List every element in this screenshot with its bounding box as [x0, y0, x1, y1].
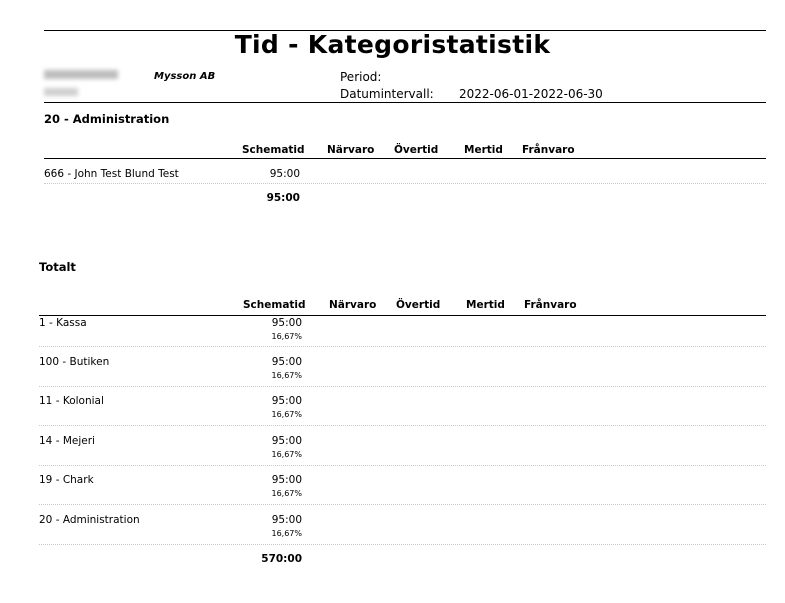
category-label: 1 - Kassa	[39, 317, 87, 329]
row-divider	[39, 346, 766, 347]
col-narvaro: Närvaro	[327, 144, 375, 156]
period-label: Period:	[340, 70, 382, 84]
redacted-text	[44, 88, 78, 96]
col-overtid: Övertid	[394, 144, 439, 156]
totals-col-narvaro: Närvaro	[329, 299, 377, 311]
col-franvaro: Frånvaro	[522, 144, 575, 156]
employee-label: 666 - John Test Blund Test	[44, 168, 179, 180]
totals-title: Totalt	[39, 260, 76, 274]
totals-column-rule	[39, 315, 766, 316]
totals-col-mertid: Mertid	[466, 299, 505, 311]
totals-col-schematid: Schematid	[243, 299, 306, 311]
row-divider	[39, 465, 766, 466]
date-range-value: 2022-06-01-2022-06-30	[459, 87, 603, 101]
totals-col-franvaro: Frånvaro	[524, 299, 577, 311]
category-schematid: 95:00	[271, 514, 302, 526]
category-schematid: 95:00	[271, 317, 302, 329]
employee-schematid: 95:00	[269, 168, 300, 180]
category-schematid: 95:00	[271, 356, 302, 368]
category-label: 20 - Administration	[39, 514, 140, 526]
category-schematid: 95:00	[271, 474, 302, 486]
row-divider	[39, 425, 766, 426]
category-percent: 16,67%	[271, 529, 302, 538]
grand-total: 570:00	[261, 553, 302, 565]
category-percent: 16,67%	[271, 489, 302, 498]
category-label: 11 - Kolonial	[39, 395, 104, 407]
row-divider	[44, 183, 766, 184]
totals-col-overtid: Övertid	[396, 299, 441, 311]
company-name: Mysson AB	[154, 71, 216, 82]
category-label: 100 - Butiken	[39, 356, 110, 368]
redacted-logo	[44, 70, 118, 79]
category-percent: 16,67%	[271, 450, 302, 459]
row-divider	[39, 504, 766, 505]
column-rule	[44, 158, 766, 159]
category-schematid: 95:00	[271, 435, 302, 447]
col-mertid: Mertid	[464, 144, 503, 156]
category-label: 14 - Mejeri	[39, 435, 95, 447]
header-rule	[44, 102, 766, 103]
report-title: Tid - Kategoristatistik	[234, 30, 551, 59]
section-total: 95:00	[266, 192, 300, 204]
category-percent: 16,67%	[271, 371, 302, 380]
category-percent: 16,67%	[271, 410, 302, 419]
category-percent: 16,67%	[271, 332, 302, 341]
category-label: 19 - Chark	[39, 474, 94, 486]
row-divider	[39, 386, 766, 387]
section-title: 20 - Administration	[44, 112, 170, 126]
row-divider	[39, 544, 766, 545]
col-schematid: Schematid	[242, 144, 305, 156]
category-schematid: 95:00	[271, 395, 302, 407]
date-range-label: Datumintervall:	[340, 87, 434, 101]
